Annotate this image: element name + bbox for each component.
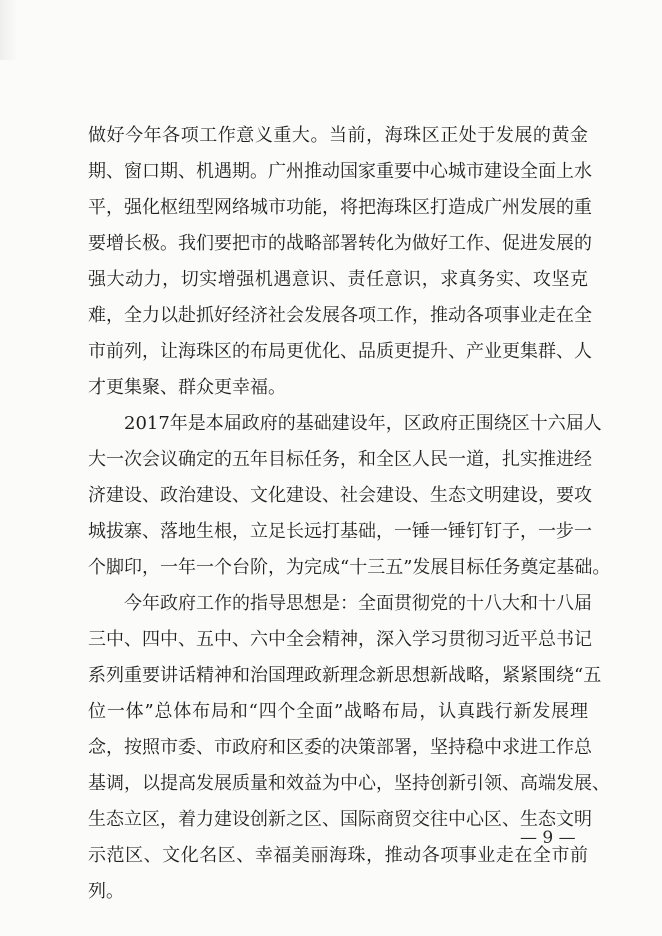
paragraph-3-line-4: 位一体”总体布局和“四个全面”战略布局，认真践行新发展理 <box>88 701 588 722</box>
paragraph-1-line-4: 要增长极。我们要把市的战略部署转化为做好工作、促进发展的 <box>88 233 592 254</box>
paragraph-2-line-3: 济建设、政治建设、文化建设、社会建设、生态文明建设，要攻 <box>88 485 592 506</box>
paragraph-3-line-6: 基调，以提高发展质量和效益为中心，坚持创新引领、高端发展、 <box>88 773 610 794</box>
paragraph-3-line-2: 三中、四中、五中、六中全会精神，深入学习贯彻习近平总书记 <box>88 629 592 650</box>
paragraph-3-line-9: 列。 <box>88 881 124 902</box>
paragraph-3-line-7: 生态立区，着力建设创新之区、国际商贸交往中心区、生态文明 <box>88 809 592 830</box>
paragraph-3-line-5: 念，按照市委、市政府和区委的决策部署，坚持稳中求进工作总 <box>88 737 592 758</box>
paragraph-1-line-2: 期、窗口期、机遇期。广州推动国家重要中心城市建设全面上水 <box>88 161 592 182</box>
paragraph-3-line-8: 示范区、文化名区、幸福美丽海珠，推动各项事业走在全市前 <box>88 845 588 866</box>
paragraph-1-line-3: 平，强化枢纽型网络城市功能，将把海珠区打造成广州发展的重 <box>88 197 592 218</box>
page-number: — 9 — <box>520 828 576 848</box>
paragraph-3-line-1: 今年政府工作的指导思想是：全面贯彻党的十八大和十八届 <box>124 593 592 614</box>
paragraph-2-line-4: 城拔寨、落地生根，立足长远打基础，一锤一锤钉钉子，一步一 <box>88 521 592 542</box>
scan-edge-shadow <box>0 0 18 60</box>
paragraph-1-line-5: 强大动力，切实增强机遇意识、责任意识，求真务实、攻坚克 <box>88 269 588 290</box>
document-body <box>88 118 611 910</box>
paragraph-3-line-3: 系列重要讲话精神和治国理政新理念新思想新战略，紧紧围绕“五 <box>88 665 602 686</box>
paragraph-1-line-7: 市前列，让海珠区的布局更优化、品质更提升、产业更集群、人 <box>88 341 592 362</box>
paragraph-1-line-1: 做好今年各项工作意义重大。当前，海珠区正处于发展的黄金 <box>88 125 588 146</box>
paragraph-1-line-8: 才更集聚、群众更幸福。 <box>88 377 286 398</box>
paragraph-2-line-1: 2017年是本届政府的基础建设年，区政府正围绕区十六届人 <box>124 413 602 434</box>
paragraph-2-line-5: 个脚印，一年一个台阶，为完成“十三五”发展目标任务奠定基础。 <box>88 557 611 578</box>
paragraph-1-line-6: 难，全力以赴抓好经济社会发展各项工作，推动各项事业走在全 <box>88 305 592 326</box>
paragraph-2-line-2: 大一次会议确定的五年目标任务，和全区人民一道，扎实推进经 <box>88 449 592 470</box>
